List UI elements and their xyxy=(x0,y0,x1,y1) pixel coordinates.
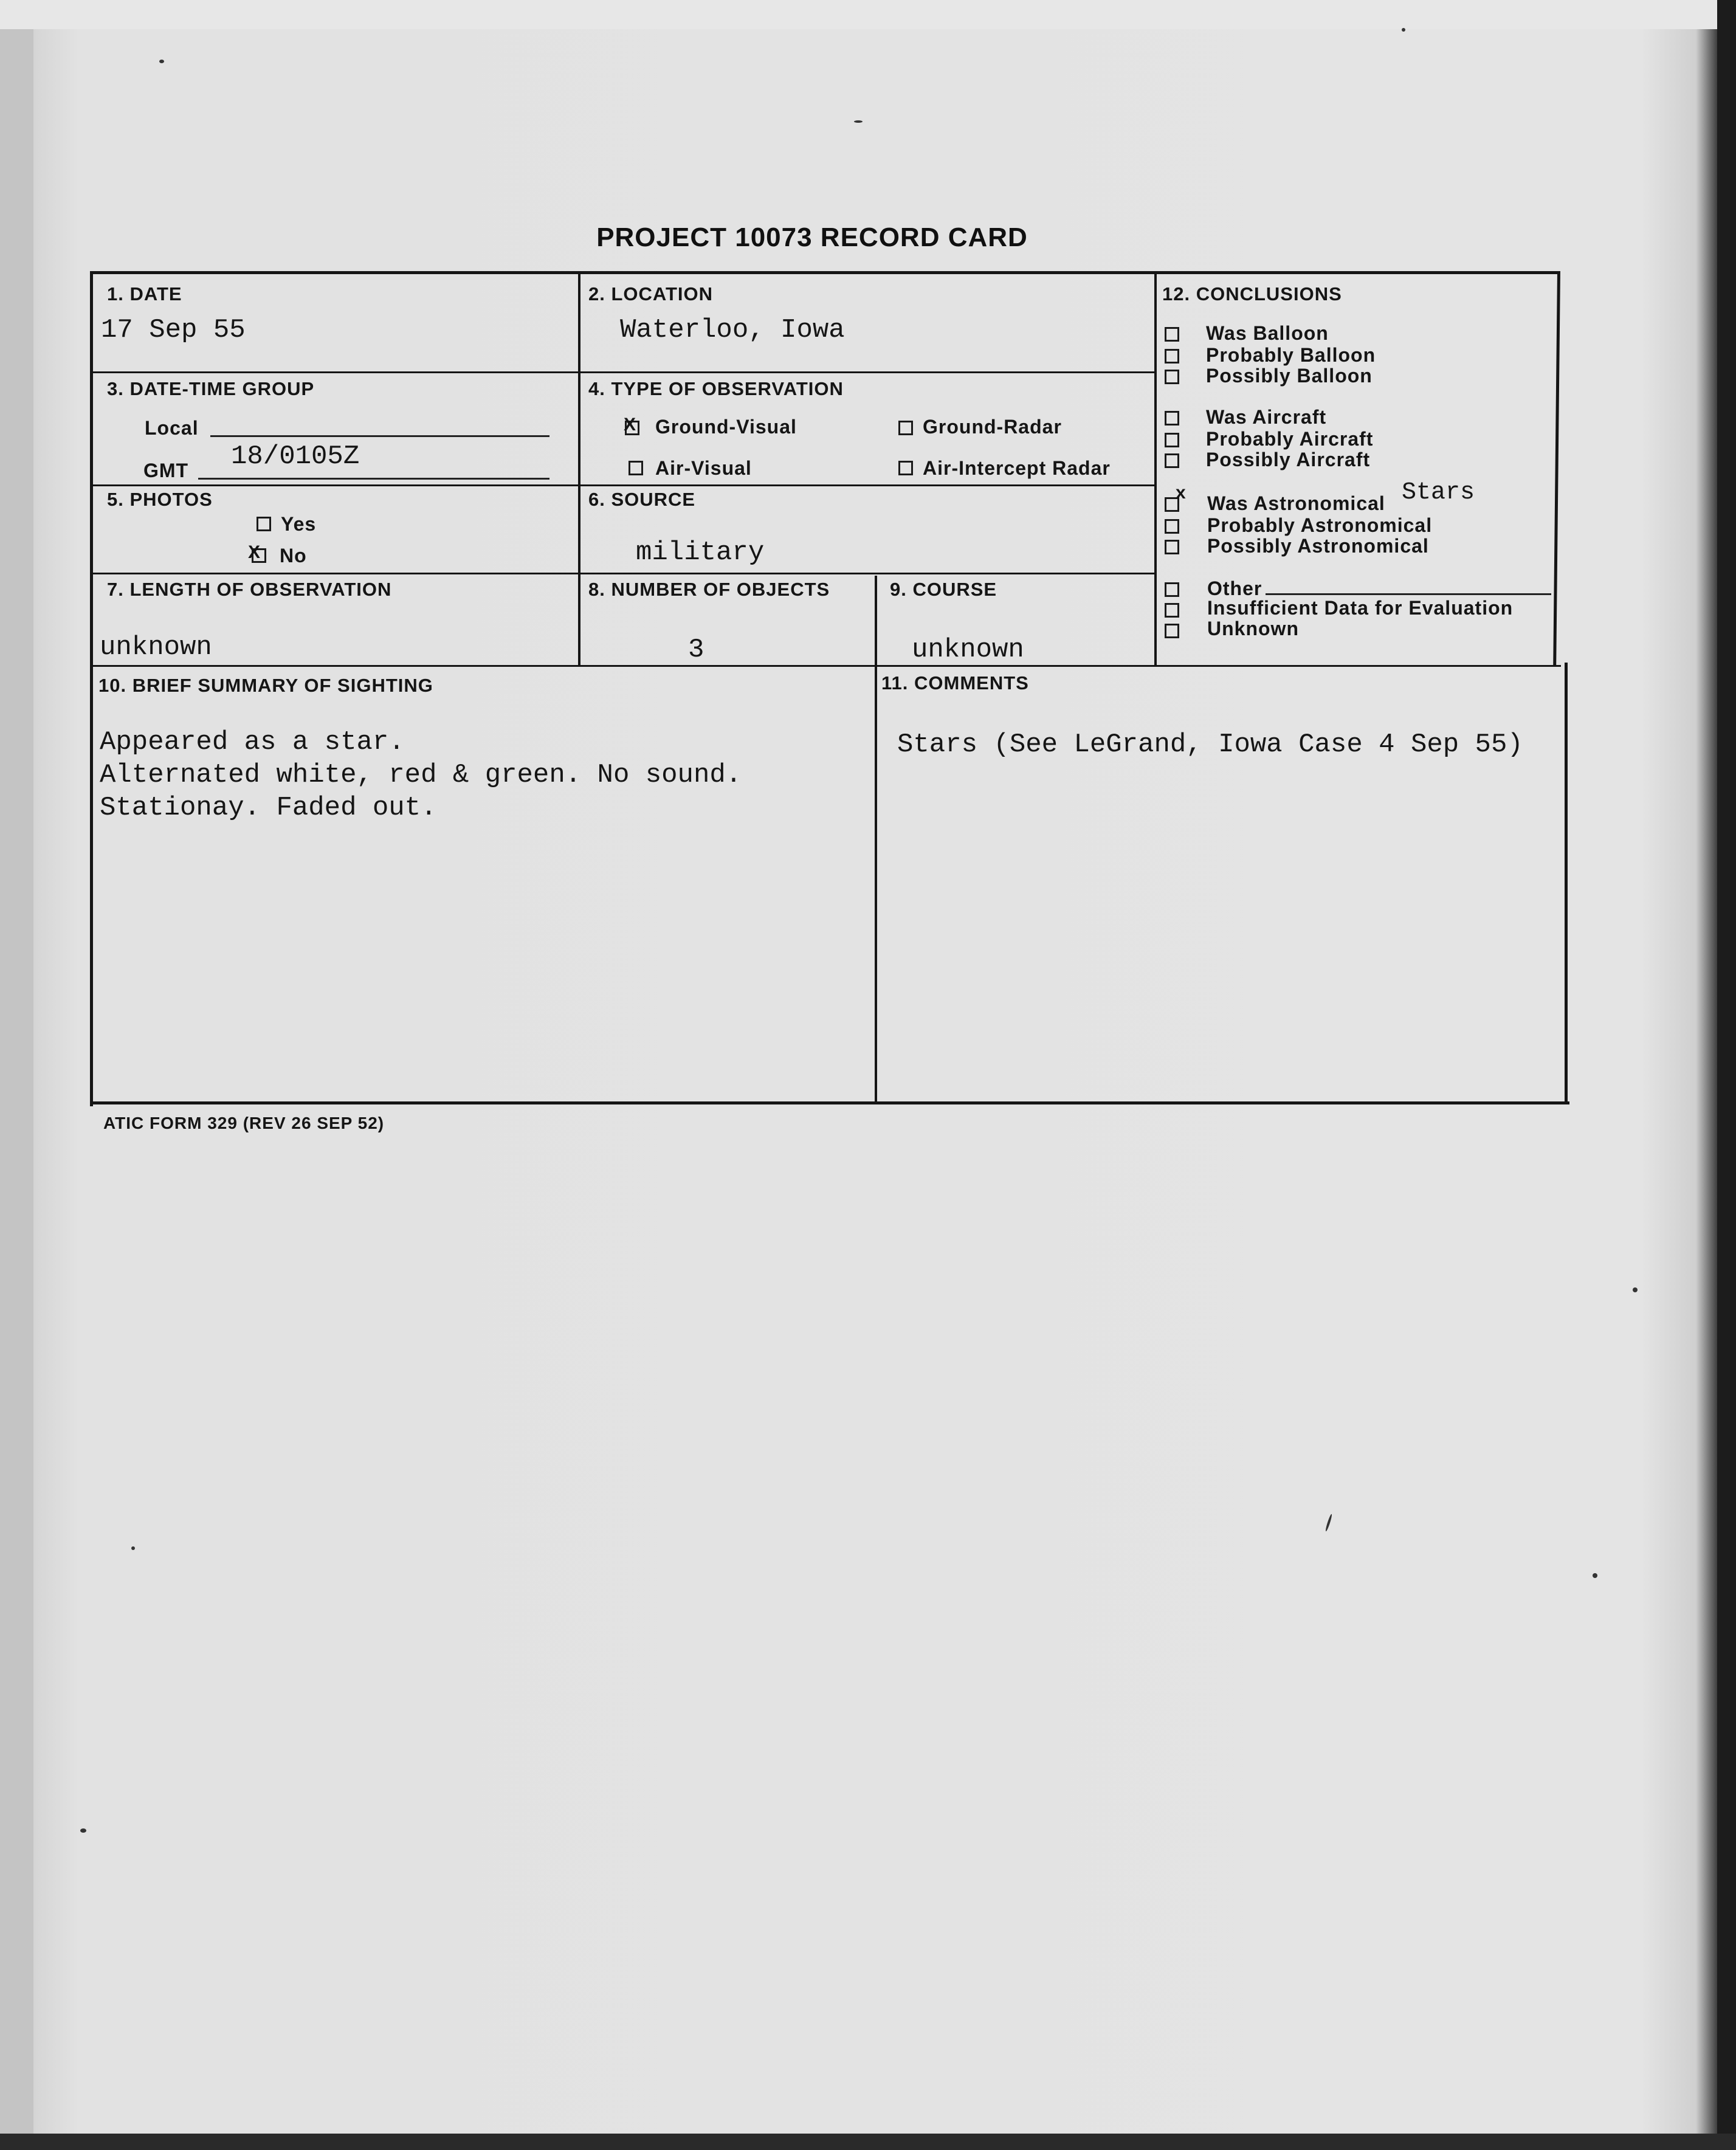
objects-label: 8. NUMBER OF OBJECTS xyxy=(588,579,830,600)
obs-air-visual-checkbox[interactable] xyxy=(629,461,643,475)
conclusion-label: Possibly Astronomical xyxy=(1207,535,1429,557)
objects-value: 3 xyxy=(688,635,704,665)
conclusion-label: Other xyxy=(1207,577,1262,599)
col-divider-1 xyxy=(578,274,580,667)
date-label: 1. DATE xyxy=(107,283,182,305)
conclusion-other-line xyxy=(1266,593,1551,595)
conclusion-label: Was Balloon xyxy=(1206,322,1329,344)
obs-type-label: 4. TYPE OF OBSERVATION xyxy=(588,378,844,399)
dtg-local-label: Local xyxy=(145,417,199,439)
speck xyxy=(1633,1287,1638,1292)
conclusion-label: Probably Aircraft xyxy=(1206,428,1374,450)
conclusion-checkbox[interactable] xyxy=(1165,370,1179,384)
summary-line: Alternated white, red & green. No sound. xyxy=(100,760,742,790)
conclusion-checkbox[interactable] xyxy=(1165,433,1179,447)
location-value: Waterloo, Iowa xyxy=(620,315,845,345)
dtg-gmt-value: 18/0105Z xyxy=(231,441,360,472)
conclusion-checkbox[interactable] xyxy=(1165,603,1179,618)
source-label: 6. SOURCE xyxy=(588,489,696,510)
conclusion-label: Insufficient Data for Evaluation xyxy=(1207,597,1514,619)
dtg-gmt-label: GMT xyxy=(143,460,189,481)
speck xyxy=(159,60,164,63)
length-value: unknown xyxy=(100,632,212,663)
course-label: 9. COURSE xyxy=(890,579,997,600)
obs-ground-visual-label: Ground-Visual xyxy=(655,416,797,438)
conclusion-label: Unknown xyxy=(1207,618,1299,639)
frame-top xyxy=(92,271,1560,274)
obs-ground-radar-checkbox[interactable] xyxy=(898,421,913,435)
conclusion-checkbox[interactable] xyxy=(1165,327,1179,342)
col-divider-2 xyxy=(1154,274,1157,666)
photos-yes-checkbox[interactable] xyxy=(257,517,271,531)
card-title: PROJECT 10073 RECORD CARD xyxy=(596,222,1028,252)
photos-no-check-mark: X xyxy=(248,542,261,562)
photos-yes-label: Yes xyxy=(281,513,317,535)
conclusion-checkbox[interactable] xyxy=(1165,582,1179,597)
frame-bottom xyxy=(90,1101,1569,1104)
conclusion-label: Probably Astronomical xyxy=(1207,514,1433,536)
conclusion-label: Was Astronomical xyxy=(1207,492,1385,514)
form-number: ATIC FORM 329 (REV 26 SEP 52) xyxy=(103,1114,385,1132)
was-astronomical-note: Stars xyxy=(1402,479,1475,506)
comments-label: 11. COMMENTS xyxy=(881,672,1029,694)
speck xyxy=(1593,1573,1597,1578)
scan-left-strip xyxy=(0,29,33,2150)
speck xyxy=(1324,1514,1332,1532)
speck xyxy=(80,1828,86,1833)
row-divider-1 xyxy=(92,371,1155,373)
conclusion-label: Was Aircraft xyxy=(1206,406,1327,428)
summary-line: Stationay. Faded out. xyxy=(100,793,437,823)
dtg-local-line xyxy=(210,435,549,437)
frame-right-lower xyxy=(1565,663,1568,1104)
length-label: 7. LENGTH OF OBSERVATION xyxy=(107,579,392,600)
location-label: 2. LOCATION xyxy=(588,283,714,305)
course-value: unknown xyxy=(912,635,1024,665)
frame-left xyxy=(90,271,93,1106)
comments-text: Stars (See LeGrand, Iowa Case 4 Sep 55) xyxy=(897,729,1523,760)
source-value: military xyxy=(636,537,765,568)
obs-air-intercept-label: Air-Intercept Radar xyxy=(923,457,1111,479)
obs-air-visual-label: Air-Visual xyxy=(655,457,752,479)
conclusion-label: Probably Balloon xyxy=(1206,344,1376,366)
date-value: 17 Sep 55 xyxy=(101,315,246,345)
obs-air-intercept-checkbox[interactable] xyxy=(898,461,913,475)
conclusion-checkbox[interactable] xyxy=(1165,624,1179,638)
conclusion-checkbox[interactable] xyxy=(1165,540,1179,554)
scan-right-border xyxy=(1717,0,1736,2150)
conclusion-checkbox[interactable] xyxy=(1165,519,1179,534)
row-divider-2 xyxy=(92,484,1155,486)
obs-ground-radar-label: Ground-Radar xyxy=(923,416,1062,438)
conclusion-label: Possibly Aircraft xyxy=(1206,449,1371,470)
speck xyxy=(854,120,863,123)
dtg-gmt-line xyxy=(198,478,549,480)
conclusion-label: Possibly Balloon xyxy=(1206,365,1373,387)
conclusion-checkbox[interactable] xyxy=(1165,411,1179,426)
page-top-edge xyxy=(0,0,1736,29)
frame-right xyxy=(1553,271,1560,666)
col-divider-3 xyxy=(875,576,877,1103)
photos-no-label: No xyxy=(280,545,307,567)
row-divider-4 xyxy=(92,665,1561,667)
dtg-label: 3. DATE-TIME GROUP xyxy=(107,378,315,399)
scan-bottom-border xyxy=(0,2134,1736,2150)
conclusion-checkbox[interactable] xyxy=(1165,349,1179,364)
row-divider-3 xyxy=(92,573,1155,574)
summary-line: Appeared as a star. xyxy=(100,727,405,757)
speck xyxy=(131,1546,135,1550)
conclusion-checkbox[interactable] xyxy=(1165,453,1179,468)
obs-ground-visual-check-mark: X xyxy=(624,415,636,435)
speck xyxy=(1402,28,1405,32)
photos-label: 5. PHOTOS xyxy=(107,489,213,510)
was-astronomical-check-mark: x xyxy=(1176,483,1186,503)
summary-label: 10. BRIEF SUMMARY OF SIGHTING xyxy=(98,675,433,696)
conclusions-label: 12. CONCLUSIONS xyxy=(1162,283,1342,305)
